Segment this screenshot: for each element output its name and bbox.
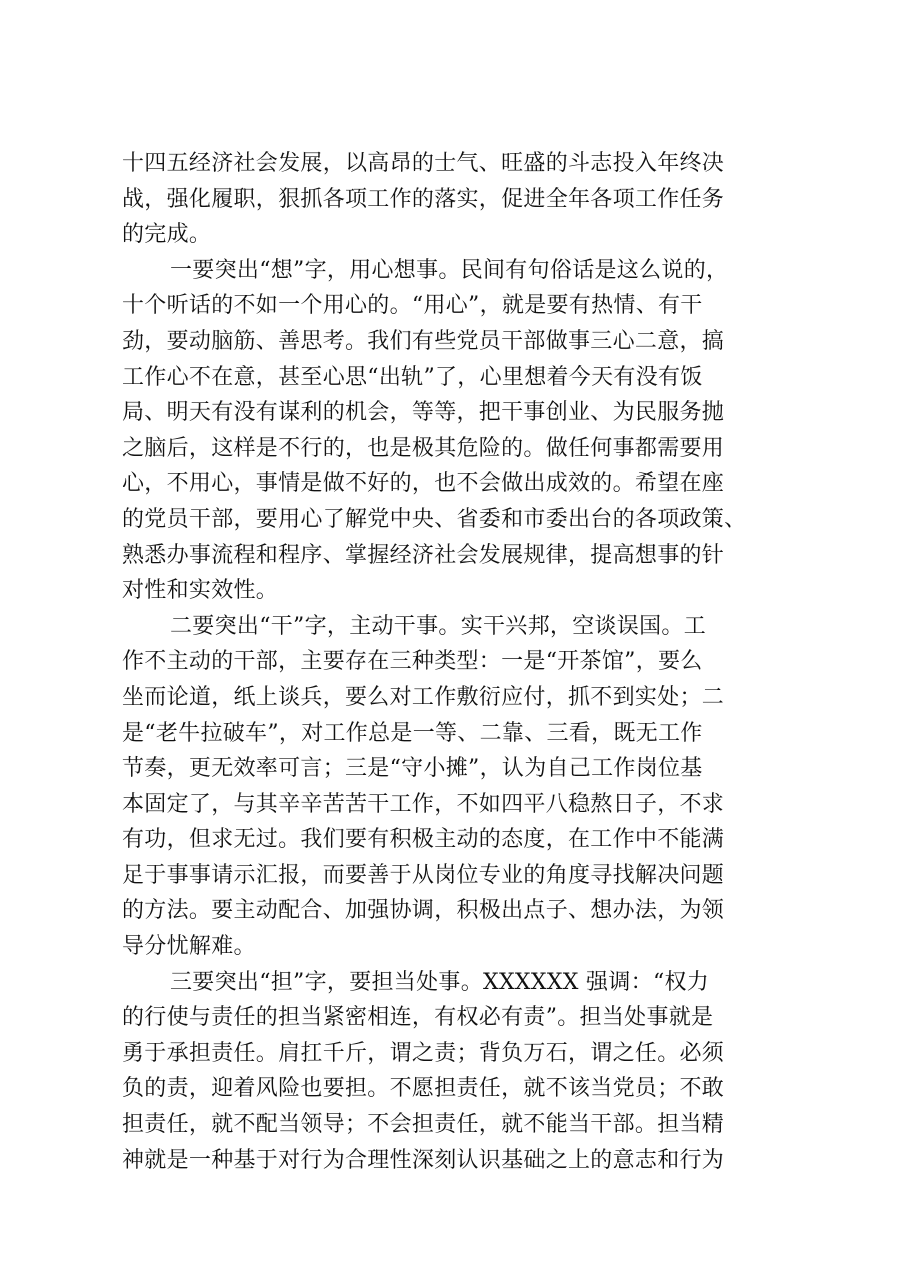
text-line: 本固定了，与其辛辛苦苦干工作，不如四平八稳熬日子，不求 (122, 791, 725, 817)
text-line: 作不主动的干部，主要存在三种类型：一是“开茶馆”，要么 (122, 649, 703, 675)
text-line: 局、明天有没有谋利的机会，等等，把干事创业、为民服务抛 (122, 400, 725, 426)
text-line: 的党员干部，要用心了解党中央、省委和市委出台的各项政策、 (122, 506, 747, 532)
text-line: 节奏，更无效率可言；三是“守小摊”，认为自己工作岗位基 (122, 756, 703, 782)
paragraph-first-line: 三要突出“担”字，要担当处事。XXXXXX 强调：“权力 (170, 969, 710, 995)
text-line: 的行使与责任的担当紧密相连，有权必有责”。担当处事就是 (122, 1005, 714, 1031)
text-line: 坐而论道，纸上谈兵，要么对工作敷衍应付，抓不到实处；二 (122, 684, 725, 710)
text-line: 心，不用心，事情是做不好的，也不会做出成效的。希望在座 (122, 471, 725, 497)
text-line: 的方法。要主动配合、加强协调，积极出点子、想办法，为领 (122, 898, 725, 924)
text-line: 工作心不在意，甚至心思“出轨”了，心里想着今天有没有饭 (122, 364, 703, 390)
text-line: 担责任，就不配当领导；不会担责任，就不能当干部。担当精 (122, 1112, 725, 1138)
text-line: 熟悉办事流程和程序、掌握经济社会发展规律，提高想事的针 (122, 542, 725, 568)
text-line: 神就是一种基于对行为合理性深刻认识基础之上的意志和行为 (122, 1147, 725, 1173)
text-line: 十个听话的不如一个用心的。“用心”，就是要有热情、有干 (122, 293, 703, 319)
text-line: 十四五经济社会发展，以高昂的士气、旺盛的斗志投入年终决 (122, 151, 725, 176)
text-line: 的完成。 (122, 222, 212, 248)
paragraph-first-line: 二要突出“干”字，主动干事。实干兴邦，空谈误国。工 (170, 613, 706, 639)
paragraph-first-line: 一要突出“想”字，用心想事。民间有句俗话是这么说的， (170, 257, 729, 283)
text-line: 劲，要动脑筋、善思考。我们有些党员干部做事三心二意，搞 (122, 328, 725, 354)
text-line: 勇于承担责任。肩扛千斤，谓之责；背负万石，谓之任。必须 (122, 1040, 725, 1066)
text-line: 战，强化履职，狠抓各项工作的落实，促进全年各项工作任务 (122, 186, 725, 212)
document-body (122, 146, 810, 1178)
text-line: 有功，但求无过。我们要有积极主动的态度，在工作中不能满 (122, 827, 725, 853)
text-line: 之脑后，这样是不行的，也是极其危险的。做任何事都需要用 (122, 435, 725, 461)
text-line: 负的责，迎着风险也要担。不愿担责任，就不该当党员；不敢 (122, 1076, 725, 1102)
text-line: 导分忧解难。 (122, 934, 256, 960)
text-line: 对性和实效性。 (122, 578, 279, 604)
text-line: 是“老牛拉破车”，对工作总是一等、二靠、三看，既无工作 (122, 720, 703, 746)
text-line: 足于事事请示汇报，而要善于从岗位专业的角度寻找解决问题 (122, 862, 725, 888)
